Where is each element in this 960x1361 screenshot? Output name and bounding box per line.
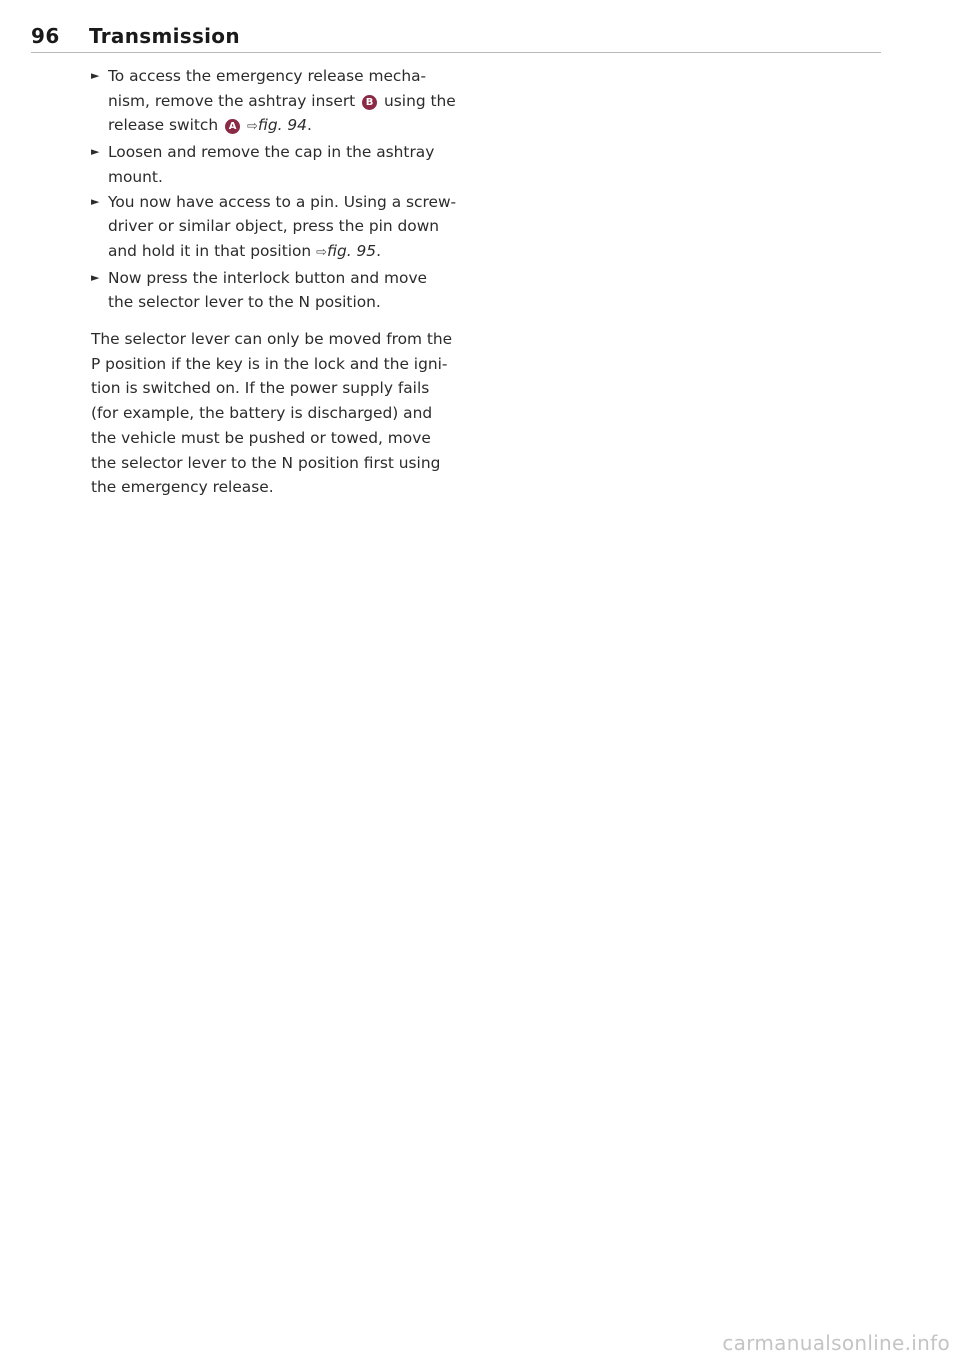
- step-text: nism, remove the ashtray insert: [108, 91, 356, 110]
- step-line: Now press the interlock button and move: [108, 268, 428, 287]
- paragraph-line: the selector lever to the N position first using: [91, 453, 441, 472]
- step-line: [108, 89, 471, 114]
- reference-arrow-icon: ⇨: [316, 244, 328, 260]
- step-text: using the: [384, 91, 456, 110]
- step-line: Loosen and remove the cap in the ashtray: [108, 143, 435, 162]
- step-text: release switch: [108, 116, 219, 135]
- paragraph-line: The selector lever can only be moved from the: [91, 330, 453, 349]
- section-title: Transmission: [89, 24, 240, 48]
- callout-a-badge: A: [225, 119, 240, 134]
- step-line: mount.: [108, 167, 163, 186]
- callout-b-badge: B: [362, 95, 377, 110]
- reference-arrow-icon: ⇨: [246, 119, 258, 135]
- step-item: [91, 64, 471, 140]
- step-item: [91, 190, 471, 266]
- step-line: You now have access to a pin. Using a screw-: [108, 192, 457, 211]
- body-paragraph: [91, 327, 471, 500]
- step-line: To access the emergency release mecha-: [108, 67, 427, 85]
- watermark: carmanualsonline.info: [722, 1331, 950, 1355]
- bullet-arrow-icon: ►: [91, 145, 100, 159]
- step-text: .: [376, 241, 382, 260]
- paragraph-line: P position if the key is in the lock and the igni-: [91, 354, 448, 373]
- step-item: [91, 140, 471, 189]
- bullet-arrow-icon: ►: [91, 194, 100, 208]
- step-text: and hold it in that position: [108, 241, 312, 260]
- paragraph-line: the emergency release.: [91, 478, 274, 497]
- step-text: .: [306, 116, 312, 135]
- step-item: [91, 266, 471, 315]
- page-number: 96: [31, 24, 60, 48]
- paragraph-line: tion is switched on. If the power supply fails: [91, 379, 430, 398]
- step-line: [108, 113, 471, 140]
- header-divider: [31, 52, 881, 53]
- figure-reference[interactable]: fig. 94: [257, 116, 307, 135]
- paragraph-line: (for example, the battery is discharged) and: [91, 404, 433, 423]
- step-line: the selector lever to the N position.: [108, 293, 381, 312]
- body-content: [91, 64, 471, 500]
- figure-reference[interactable]: fig. 95: [327, 241, 377, 260]
- page-header: [31, 24, 881, 54]
- paragraph-line: the vehicle must be pushed or towed, move: [91, 428, 431, 447]
- step-line: driver or similar object, press the pin down: [108, 217, 440, 236]
- bullet-arrow-icon: ►: [91, 270, 100, 284]
- step-line: [108, 239, 471, 266]
- bullet-arrow-icon: ►: [91, 69, 100, 82]
